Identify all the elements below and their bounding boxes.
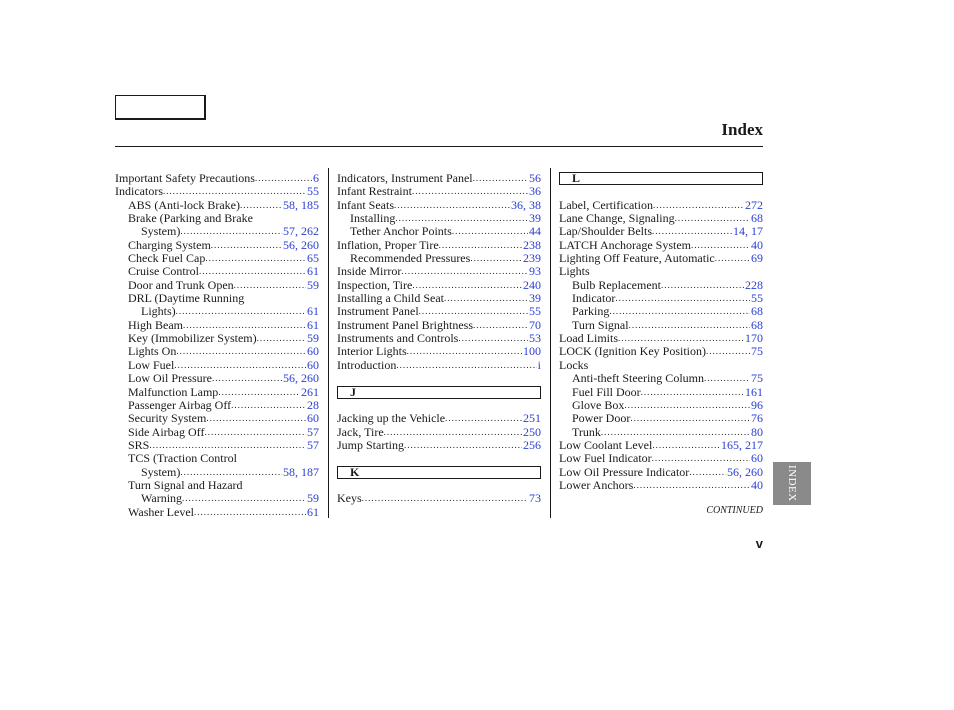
dot-leader — [661, 279, 744, 292]
dot-leader — [473, 319, 528, 332]
dot-leader — [470, 252, 522, 265]
page-link[interactable]: 28 — [307, 397, 319, 412]
dot-leader — [715, 252, 750, 265]
page-link[interactable]: 58, 187 — [283, 464, 319, 479]
index-entry — [559, 466, 763, 479]
entry-text: Introduction — [337, 357, 397, 372]
dot-leader — [704, 372, 750, 385]
dot-leader — [204, 426, 306, 439]
spacer — [337, 399, 541, 412]
dot-leader — [652, 439, 720, 452]
index-entry — [115, 199, 319, 212]
page-link[interactable]: 250 — [523, 424, 541, 439]
index-entry — [115, 185, 319, 198]
entry-text: Trunk — [572, 424, 601, 439]
dot-leader — [633, 479, 750, 492]
index-entry — [337, 239, 541, 252]
entry-text: Lap/Shoulder Belts — [559, 224, 652, 239]
dot-leader — [194, 506, 306, 519]
index-entry — [115, 399, 319, 412]
page-title: Index — [721, 120, 763, 139]
dot-leader — [396, 359, 536, 372]
entry-text: Inflation, Proper Tire — [337, 237, 439, 252]
entry-text: Important Safety Precautions — [115, 171, 255, 185]
index-column-2 — [337, 172, 541, 506]
section-tab-label: INDEX — [786, 465, 798, 502]
index-entry — [559, 345, 763, 358]
entry-text: Glove Box — [572, 397, 625, 412]
dot-leader — [240, 199, 282, 212]
page-link[interactable]: 96 — [751, 397, 763, 412]
page-link[interactable]: 6 — [313, 171, 319, 185]
page-link[interactable]: 36 — [529, 184, 541, 199]
entry-text: Inside Mirror — [337, 264, 402, 279]
dot-leader — [404, 439, 522, 452]
index-entry — [337, 439, 541, 452]
dot-leader — [689, 466, 726, 479]
index-entry — [337, 426, 541, 439]
dot-leader — [444, 292, 528, 305]
page-link[interactable]: 170 — [745, 331, 763, 346]
index-entry: Brake (Parking and Brake — [128, 211, 253, 226]
entry-text: Label, Certification — [559, 197, 653, 212]
page-link[interactable]: 56, 260 — [283, 237, 319, 252]
page-link[interactable]: 40 — [751, 477, 763, 492]
page-link[interactable]: 55 — [529, 304, 541, 319]
dot-leader — [691, 239, 750, 252]
index-entry — [559, 292, 763, 305]
page-link[interactable]: 65 — [307, 251, 319, 266]
index-entry — [115, 506, 319, 519]
column-divider — [550, 168, 551, 518]
index-entry: TCS (Traction Control — [128, 451, 237, 466]
dot-leader — [419, 305, 528, 318]
page-link[interactable]: 56, 260 — [727, 464, 763, 479]
index-entry — [559, 252, 763, 265]
dot-leader — [675, 212, 750, 225]
entry-text: Low Fuel — [128, 357, 175, 372]
page-link[interactable]: 60 — [307, 411, 319, 426]
entry-text: Bulb Replacement — [572, 277, 661, 292]
dot-leader — [445, 412, 522, 425]
page-link[interactable]: i — [537, 357, 541, 372]
index-entry — [115, 305, 319, 318]
page-link[interactable]: 272 — [745, 197, 763, 212]
index-entry: DRL (Daytime Running — [128, 291, 245, 306]
spacer — [337, 372, 541, 385]
dot-leader — [206, 412, 306, 425]
dot-leader — [199, 265, 306, 278]
dot-leader — [218, 386, 300, 399]
dot-leader — [395, 212, 528, 225]
entry-text: High Beam — [128, 317, 183, 332]
index-entry — [559, 479, 763, 492]
index-entry — [559, 372, 763, 385]
dot-leader — [412, 279, 522, 292]
index-entry — [559, 225, 763, 238]
dot-leader — [407, 345, 522, 358]
entry-text: Installing a Child Seat — [337, 291, 444, 306]
dot-leader — [362, 492, 528, 505]
index-column-3 — [559, 172, 763, 492]
page-link[interactable]: 61 — [307, 304, 319, 319]
dot-leader — [439, 239, 522, 252]
page-link[interactable]: 68 — [751, 317, 763, 332]
page-link[interactable]: 56 — [529, 171, 541, 185]
page-link[interactable]: 239 — [523, 251, 541, 266]
section-header: L — [559, 172, 763, 185]
index-entry: Locks — [559, 357, 589, 372]
page-link[interactable]: 68 — [751, 304, 763, 319]
dot-leader — [180, 225, 282, 238]
page-link[interactable]: 57 — [307, 437, 319, 452]
entry-text: Indicators — [115, 184, 163, 199]
entry-text: Interior Lights — [337, 344, 407, 359]
page-link[interactable]: 75 — [751, 344, 763, 359]
dot-leader — [205, 252, 306, 265]
page-link[interactable]: 240 — [523, 277, 541, 292]
index-entry — [115, 172, 319, 185]
entry-text: Parking — [572, 304, 610, 319]
page-link[interactable]: 70 — [529, 317, 541, 332]
index-entry — [559, 412, 763, 425]
entry-text: Low Oil Pressure Indicator — [559, 464, 690, 479]
dot-leader — [255, 172, 312, 185]
page-link[interactable]: 59 — [307, 491, 319, 506]
dot-leader — [231, 399, 306, 412]
entry-text: Lower Anchors — [559, 477, 634, 492]
dot-leader — [618, 332, 744, 345]
dot-leader — [401, 265, 528, 278]
page-link[interactable]: 93 — [529, 264, 541, 279]
section-header: J — [337, 386, 541, 399]
entry-text: Passenger Airbag Off — [128, 397, 232, 412]
page-link[interactable]: 76 — [751, 411, 763, 426]
index-entry — [115, 372, 319, 385]
index-entry — [115, 239, 319, 252]
page-link[interactable]: 228 — [745, 277, 763, 292]
page-link[interactable]: 100 — [523, 344, 541, 359]
entry-text: Infant Seats — [337, 197, 394, 212]
entry-text: Warning — [141, 491, 183, 506]
entry-text: ABS (Anti-lock Brake) — [128, 197, 240, 212]
page-link[interactable]: 57, 262 — [283, 224, 319, 239]
dot-leader — [652, 225, 732, 238]
entry-text: Cruise Control — [128, 264, 199, 279]
entry-text: Low Fuel Indicator — [559, 451, 652, 466]
page-link[interactable]: 59 — [307, 277, 319, 292]
entry-text: Lights) — [141, 304, 176, 319]
dot-leader — [630, 412, 750, 425]
index-entry — [559, 319, 763, 332]
dot-leader — [176, 345, 306, 358]
index-entry — [337, 332, 541, 345]
dot-leader — [257, 332, 306, 345]
dot-leader — [180, 466, 282, 479]
dot-leader — [706, 345, 750, 358]
dot-leader — [182, 492, 306, 505]
entry-text: LATCH Anchorage System — [559, 237, 691, 252]
header-box — [115, 95, 206, 120]
dot-leader — [149, 439, 306, 452]
entry-text: Tether Anchor Points — [350, 224, 452, 239]
index-entry — [115, 252, 319, 265]
entry-text: Anti-theft Steering Column — [572, 371, 704, 386]
dot-leader — [394, 199, 510, 212]
index-entry — [559, 332, 763, 345]
entry-text: Inspection, Tire — [337, 277, 413, 292]
dot-leader — [624, 399, 750, 412]
page-link[interactable]: 61 — [307, 317, 319, 332]
page-link[interactable]: 61 — [307, 504, 319, 519]
page-link[interactable]: 75 — [751, 371, 763, 386]
page-link[interactable]: 57 — [307, 424, 319, 439]
dot-leader — [183, 319, 306, 332]
title-rule — [115, 146, 763, 147]
page-link[interactable]: 36, 38 — [511, 197, 541, 212]
page-link[interactable]: 59 — [307, 331, 319, 346]
index-entry — [115, 492, 319, 505]
entry-text: LOCK (Ignition Key Position) — [559, 344, 706, 359]
index-entry — [559, 439, 763, 452]
entry-text: Door and Trunk Open — [128, 277, 234, 292]
index-entry — [559, 386, 763, 399]
page-link[interactable]: 44 — [529, 224, 541, 239]
dot-leader — [615, 292, 750, 305]
dot-leader — [653, 199, 744, 212]
entry-text: Malfunction Lamp — [128, 384, 219, 399]
entry-text: Keys — [337, 491, 362, 506]
page-number: v — [755, 536, 763, 551]
entry-text: Check Fuel Cap — [128, 251, 206, 266]
page-link[interactable]: 73 — [529, 491, 541, 506]
index-entry — [559, 399, 763, 412]
index-entry — [337, 319, 541, 332]
index-entry — [115, 412, 319, 425]
index-entry — [337, 185, 541, 198]
dot-leader — [211, 239, 282, 252]
entry-text: Infant Restraint — [337, 184, 412, 199]
entry-text: Power Door — [572, 411, 631, 426]
index-entry — [115, 332, 319, 345]
index-entry — [559, 426, 763, 439]
index-entry — [115, 279, 319, 292]
entry-text: Low Oil Pressure — [128, 371, 212, 386]
entry-text: Instruments and Controls — [337, 331, 459, 346]
entry-text: Recommended Pressures — [350, 251, 471, 266]
index-entry — [337, 172, 541, 185]
page-link[interactable]: 251 — [523, 411, 541, 426]
entry-text: System) — [141, 464, 181, 479]
index-entry — [337, 225, 541, 238]
dot-leader — [473, 172, 528, 185]
index-entry — [337, 292, 541, 305]
dot-leader — [652, 452, 750, 465]
page-link[interactable]: 256 — [523, 437, 541, 452]
entry-text: Jack, Tire — [337, 424, 384, 439]
entry-text: Load Limits — [559, 331, 618, 346]
entry-text: Fuel Fill Door — [572, 384, 641, 399]
entry-text: Charging System — [128, 237, 211, 252]
entry-text: Lights On — [128, 344, 177, 359]
dot-leader — [629, 319, 750, 332]
entry-text: System) — [141, 224, 181, 239]
page-link[interactable]: 238 — [523, 237, 541, 252]
page-link[interactable]: 60 — [307, 344, 319, 359]
dot-leader — [163, 185, 306, 198]
page-link[interactable]: 68 — [751, 211, 763, 226]
index-entry — [337, 252, 541, 265]
page-link[interactable]: 39 — [529, 291, 541, 306]
page-link[interactable]: 39 — [529, 211, 541, 226]
index-entry — [115, 466, 319, 479]
index-entry: Lights — [559, 264, 590, 279]
index-entry — [337, 492, 541, 505]
dot-leader — [641, 386, 744, 399]
index-entry — [559, 279, 763, 292]
entry-text: Indicators, Instrument Panel — [337, 171, 473, 185]
entry-text: Security System — [128, 411, 207, 426]
page-link[interactable]: 61 — [307, 264, 319, 279]
index-entry — [115, 426, 319, 439]
entry-text: SRS — [128, 437, 150, 452]
dot-leader — [609, 305, 750, 318]
section-header: K — [337, 466, 541, 479]
column-divider — [328, 168, 329, 518]
page-link[interactable]: 261 — [301, 384, 319, 399]
index-entry — [337, 359, 541, 372]
index-entry — [337, 199, 541, 212]
dot-leader — [176, 305, 306, 318]
index-entry — [337, 305, 541, 318]
entry-text: Installing — [350, 211, 396, 226]
dot-leader — [384, 426, 522, 439]
dot-leader — [601, 426, 750, 439]
page-link[interactable]: 14, 17 — [733, 224, 763, 239]
spacer — [337, 479, 541, 492]
page-link[interactable]: 58, 185 — [283, 197, 319, 212]
dot-leader — [412, 185, 528, 198]
index-entry — [559, 199, 763, 212]
section-tab[interactable] — [773, 462, 811, 505]
spacer — [559, 185, 763, 198]
continued-label: CONTINUED — [706, 505, 763, 516]
index-entry — [337, 279, 541, 292]
page-link[interactable]: 53 — [529, 331, 541, 346]
entry-text: Indicator — [572, 291, 616, 306]
index-entry — [559, 452, 763, 465]
index-entry — [115, 345, 319, 358]
entry-text: Side Airbag Off — [128, 424, 205, 439]
index-entry — [559, 212, 763, 225]
entry-text: Low Coolant Level — [559, 437, 653, 452]
index-entry — [115, 359, 319, 372]
index-entry — [115, 386, 319, 399]
page-link[interactable]: 55 — [751, 291, 763, 306]
dot-leader — [212, 372, 282, 385]
page-link[interactable]: 60 — [307, 357, 319, 372]
index-entry — [115, 225, 319, 238]
index-entry — [559, 305, 763, 318]
index-entry — [559, 239, 763, 252]
dot-leader — [234, 279, 306, 292]
entry-text: Jump Starting — [337, 437, 405, 452]
entry-text: Instrument Panel — [337, 304, 419, 319]
page-link[interactable]: 69 — [751, 251, 763, 266]
index-entry — [337, 345, 541, 358]
index-entry — [115, 265, 319, 278]
page-link[interactable]: 55 — [307, 184, 319, 199]
entry-text: Turn Signal — [572, 317, 629, 332]
index-column-1 — [115, 172, 319, 519]
page-link[interactable]: 60 — [751, 451, 763, 466]
entry-text: Instrument Panel Brightness — [337, 317, 473, 332]
dot-leader — [458, 332, 528, 345]
entry-text: Lighting Off Feature, Automatic — [559, 251, 715, 266]
page-link[interactable]: 56, 260 — [283, 371, 319, 386]
spacer — [337, 452, 541, 465]
page-link[interactable]: 80 — [751, 424, 763, 439]
index-entry — [337, 412, 541, 425]
index-entry — [115, 319, 319, 332]
index-entry — [115, 439, 319, 452]
entry-text: Key (Immobilizer System) — [128, 331, 257, 346]
dot-leader — [174, 359, 306, 372]
index-entry: Turn Signal and Hazard — [128, 477, 243, 492]
index-entry — [337, 265, 541, 278]
entry-text: Jacking up the Vehicle — [337, 411, 446, 426]
page-link[interactable]: 165, 217 — [721, 437, 763, 452]
page-link[interactable]: 161 — [745, 384, 763, 399]
dot-leader — [452, 225, 528, 238]
entry-text: Washer Level — [128, 504, 194, 519]
index-entry — [337, 212, 541, 225]
page-link[interactable]: 40 — [751, 237, 763, 252]
entry-text: Lane Change, Signaling — [559, 211, 675, 226]
